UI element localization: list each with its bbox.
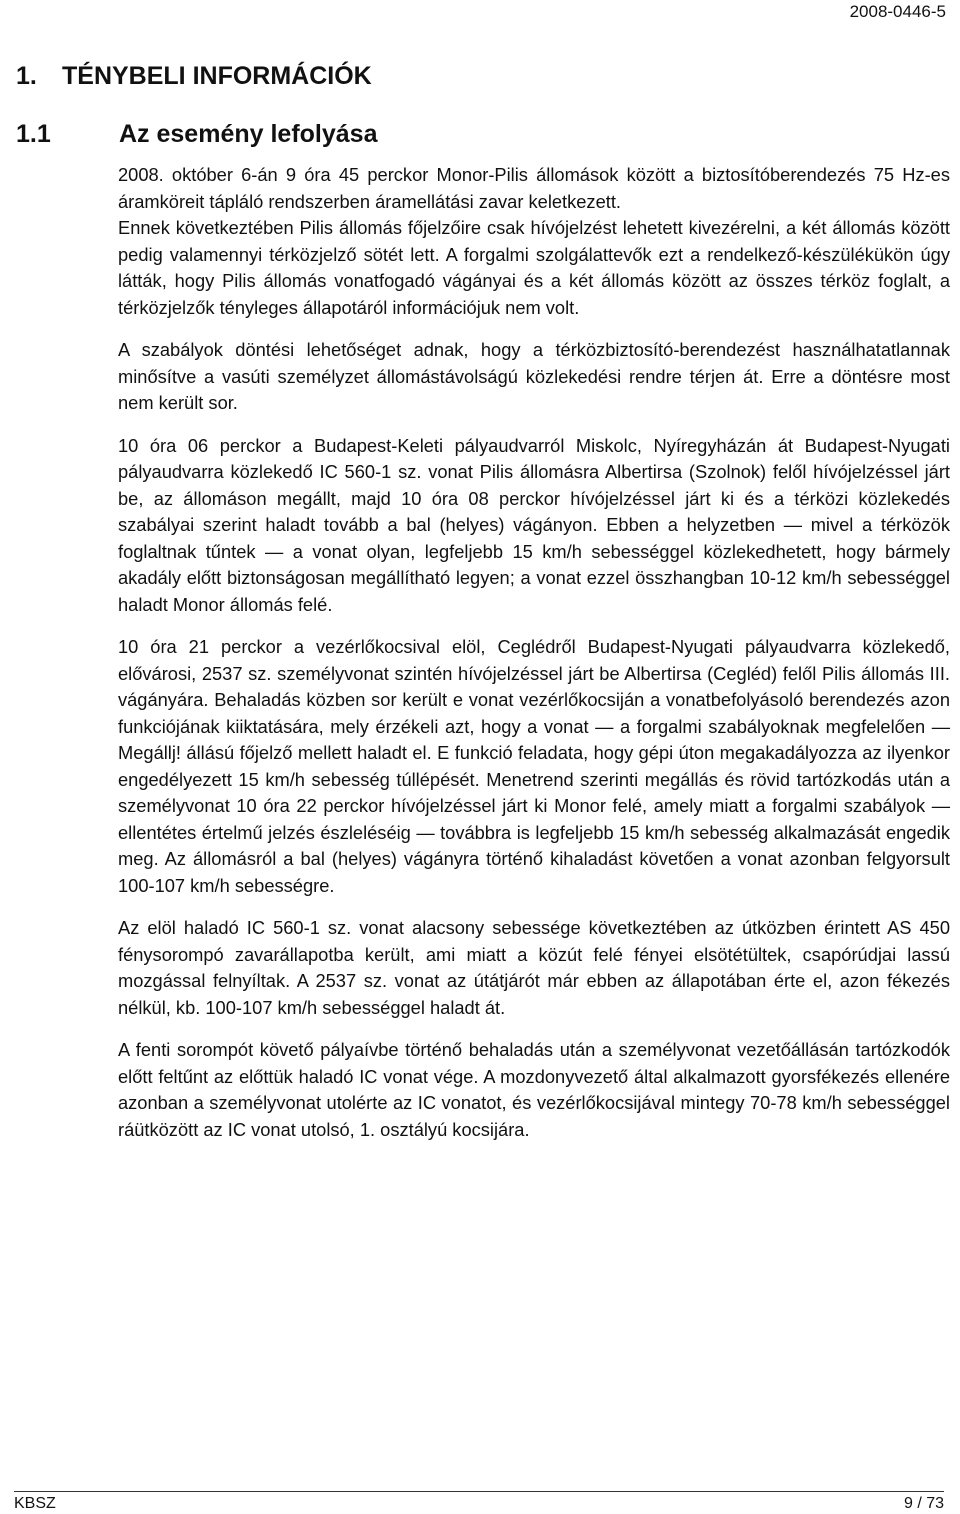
body-text <box>118 162 950 1159</box>
paragraph: Ennek következtében Pilis állomás főjelzőire csak hívójelzést lehetett kivezérelni, a két állomás között pedig valamennyi térközjelző sötét lett. A forgalmi szolgálattevők ezt a rendelkező-készülékükön úgy látták, hogy Pilis állomás vonatfogadó vágányai és a két állomás között az összes térköz foglalt, a térközjelzők tényleges állapotáról információjuk nem volt. <box>118 217 950 318</box>
section-number: 1. <box>16 62 37 90</box>
page-number: 9 / 73 <box>903 1495 944 1512</box>
footer-divider <box>14 1491 944 1492</box>
subsection-number: 1.1 <box>16 120 51 148</box>
section-title: TÉNYBELI INFORMÁCIÓK <box>62 62 372 90</box>
paragraph: Az elöl haladó IC 560-1 sz. vonat alacsony sebessége következtében az útközben érintett AS 450 fénysorompó zavarállapotba került, ami miatt a közút felé fényei elsötétültek, csapórúdjai lassú mozgással felnyíltak. A 2537 sz. vonat az útátjárót már ebben az állapotában érte el, azon fékezés nélkül, kb. 100-107 km/h sebességgel haladt át. <box>118 917 950 1018</box>
paragraph: 2008. október 6-án 9 óra 45 perckor Monor-Pilis állomások között a biztosítóberendezés 75 Hz-es áramköreit tápláló rendszerben áramellátási zavar keletkezett. <box>118 164 950 212</box>
document-id: 2008-0446-5 <box>849 2 946 21</box>
subsection-heading <box>16 118 377 150</box>
paragraph: 10 óra 21 perckor a vezérlőkocsival elöl, Ceglédről Budapest-Nyugati pályaudvarra közlekedő, elővárosi, 2537 sz. személyvonat szintén hívójelzéssel járt be Albertirsa (Cegléd) felől Pilis állomás III. vágányára. Behaladás közben sor került e vonat vezérlőkocsiján a vonatbefolyásoló berendezés azon funkciójának kiiktatására, mely érzékeli azt, hogy a vonat — a forgalmi szabályoknak megfelelően — Megállj! állású főjelző mellett haladt el. E funkció feladata, hogy gépi úton megakadályozza az ilyenkor engedélyezett 15 km/h sebesség túllépését. Menetrend szerinti megállás és rövid tartózkodás után a személyvonat 10 óra 22 perckor hívójelzéssel járt ki Monor felé, amely miatt a forgalmi szabályok — ellentétes értelmű jelzés észleléséig — továbbra is legfeljebb 15 km/h sebesség alkalmazását engedik meg. Az állomásról a bal (helyes) vágányra történő kihaladást követően a vonat azonban felgyorsult 100-107 km/h sebességre. <box>118 636 950 896</box>
footer-organization: KBSZ <box>14 1495 56 1512</box>
paragraph: A szabályok döntési lehetőséget adnak, hogy a térközbiztosító-berendezést használhatatlannak minősítve a vasúti személyzet állomástávolságú közlekedési rendre térjen át. Erre a döntésre most nem került sor. <box>118 339 950 413</box>
paragraph: A fenti sorompót követő pályaívbe történő behaladás után a személyvonat vezetőállásán tartózkodók előtt feltűnt az előttük haladó IC vonat vége. A mozdonyvezető által alkalmazott gyorsfékezés ellenére azonban a személyvonat utolérte az IC vonatot, és vezérlőkocsijával mintegy 70-78 km/h sebességgel ráütközött az IC vonat utolsó, 1. osztályú kocsijára. <box>118 1039 950 1140</box>
paragraph: 10 óra 06 perckor a Budapest-Keleti pályaudvarról Miskolc, Nyíregyházán át Budapest-Nyugati pályaudvarra közlekedő IC 560-1 sz. vonat Pilis állomásra Albertirsa (Szolnok) felől hívójelzéssel járt be, az állomáson megállt, majd 10 óra 08 perckor hívójelzéssel járt ki és a térközi közlekedés szabályai szerint haladt tovább a bal (helyes) vágányon. Ebben a helyzetben — mivel a térközök foglaltnak tűntek — a vonat olyan, legfeljebb 15 km/h sebességgel közlekedhetett, hogy bármely akadály előtt biztonságosan megállítható legyen; a vonat ezzel összhangban 10-12 km/h sebességgel haladt Monor állomás felé. <box>118 434 950 615</box>
subsection-title: Az esemény lefolyása <box>119 120 378 148</box>
section-heading <box>16 60 372 92</box>
